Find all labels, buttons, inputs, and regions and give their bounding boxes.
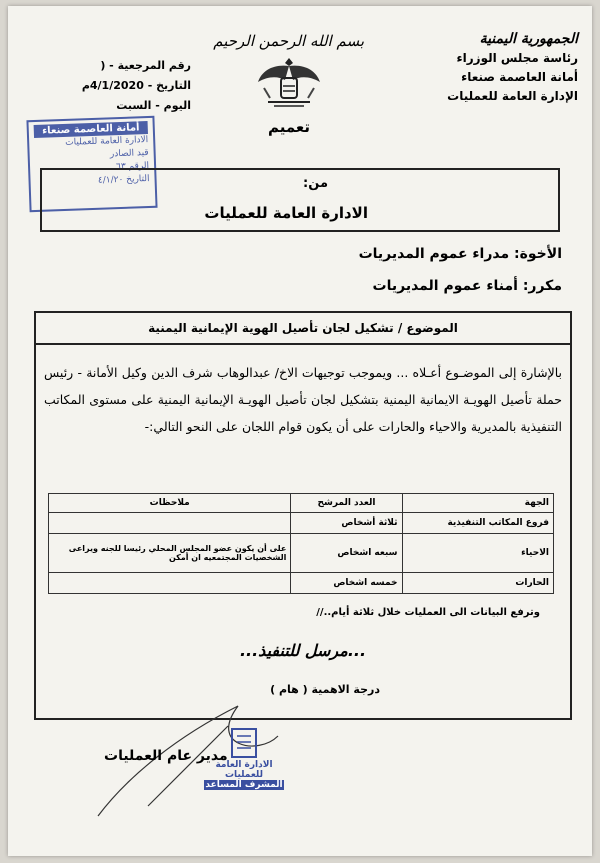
table-cell: سبعه اشخاص — [291, 534, 402, 573]
from-box — [40, 168, 560, 232]
header-left — [26, 56, 191, 116]
table-header-cell: ملاحظات — [49, 494, 291, 513]
table-row — [49, 513, 554, 534]
circular-title: تعميم — [267, 118, 311, 136]
seal-line: الادارة العامة — [215, 760, 273, 770]
stamp-date: التاريخ ٤/١/٢٠ — [97, 174, 150, 186]
basmala: بسم الله الرحمن الرحيم — [213, 32, 364, 50]
day-field: اليوم - السبت — [116, 99, 191, 112]
table-cell: ثلاثة أشخاص — [291, 513, 402, 534]
table-header-cell: الجهة — [402, 494, 554, 513]
secretariat-title: أمانة العاصمة صنعاء — [461, 70, 578, 84]
subject-line: الموضوع / تشكيل لجان تأصيل الهوية الإيمانية اليمنية — [36, 313, 570, 345]
official-seal — [204, 726, 284, 818]
reference-number: رقم المرجعية - ( — [100, 59, 191, 72]
table-cell: خمسه اشخاص — [291, 573, 402, 594]
date-field: التاريخ - 4/1/2020م — [81, 79, 191, 92]
table-cell: الاحياء — [402, 534, 554, 573]
from-label: من: — [303, 176, 328, 191]
republic-title: الجمهورية اليمنية — [479, 31, 578, 47]
eagle-emblem-icon — [254, 52, 324, 114]
table-cell: على أن يكون عضو المجلس المحلي رئيسا للجنه ويراعى الشخصيات المجتمعيه ان أمكن — [49, 534, 291, 573]
from-value: الادارة العامة للعمليات — [204, 204, 368, 222]
table-cell: فروع المكاتب التنفيذية — [402, 513, 554, 534]
stamp-line: قيد الصادر — [109, 148, 149, 160]
dispatch-line: ...مرسل للتنفيذ... — [239, 641, 367, 660]
document-page — [8, 6, 592, 856]
committees-table — [48, 493, 554, 594]
table-header-row — [49, 494, 554, 513]
stamp-title: أمانة العاصمة صنعاء — [34, 121, 148, 138]
stamp-line: الادارة العامة للعمليات — [64, 135, 149, 148]
seal-emblem-icon — [229, 726, 259, 760]
body-paragraph: بالإشارة إلى الموضـوع أعـلاه ... ويموجب توجيهات الاخ/ عبدالوهاب شرف الدين وكيل الأمانة - رئيس حملة تأصيل الهويـة الايمانية اليمنية بتشكيل لجان تأصيل الهويـة الإيمانية اليمنية على مستوى المكاتب التنفيذية بالمديرية والاحياء والحارات على أن يكون قوام اللجان على النحو التالي:- — [44, 365, 562, 434]
table-row — [49, 573, 554, 594]
header-center — [214, 32, 364, 136]
table-cell: الحارات — [402, 573, 554, 594]
stamp-number: الرقم ٦٣ — [115, 161, 150, 173]
header-right — [398, 30, 578, 106]
importance-level: درجة الاهمية ( هام ) — [270, 683, 380, 696]
table-cell — [49, 513, 291, 534]
table-row — [49, 534, 554, 573]
deadline-note: وترفع البيانات الى العمليات خلال ثلاثة أيام..// — [316, 607, 540, 618]
signature-title: مدير عام العمليات — [104, 748, 228, 764]
recipients-cc: مكرر: أمناء عموم المديريات — [372, 278, 562, 294]
table-cell — [49, 573, 291, 594]
seal-line: المشرف المساعد — [205, 780, 283, 790]
department-title: الإدارة العامة للعمليات — [447, 89, 578, 103]
presidency-title: رئاسة مجلس الوزراء — [456, 51, 578, 65]
recipients-to: الأخوة: مدراء عموم المديريات — [358, 246, 562, 262]
letter-body — [34, 311, 572, 720]
table-header-cell: العدد المرشح — [291, 494, 402, 513]
seal-line: للعمليات — [225, 770, 263, 780]
